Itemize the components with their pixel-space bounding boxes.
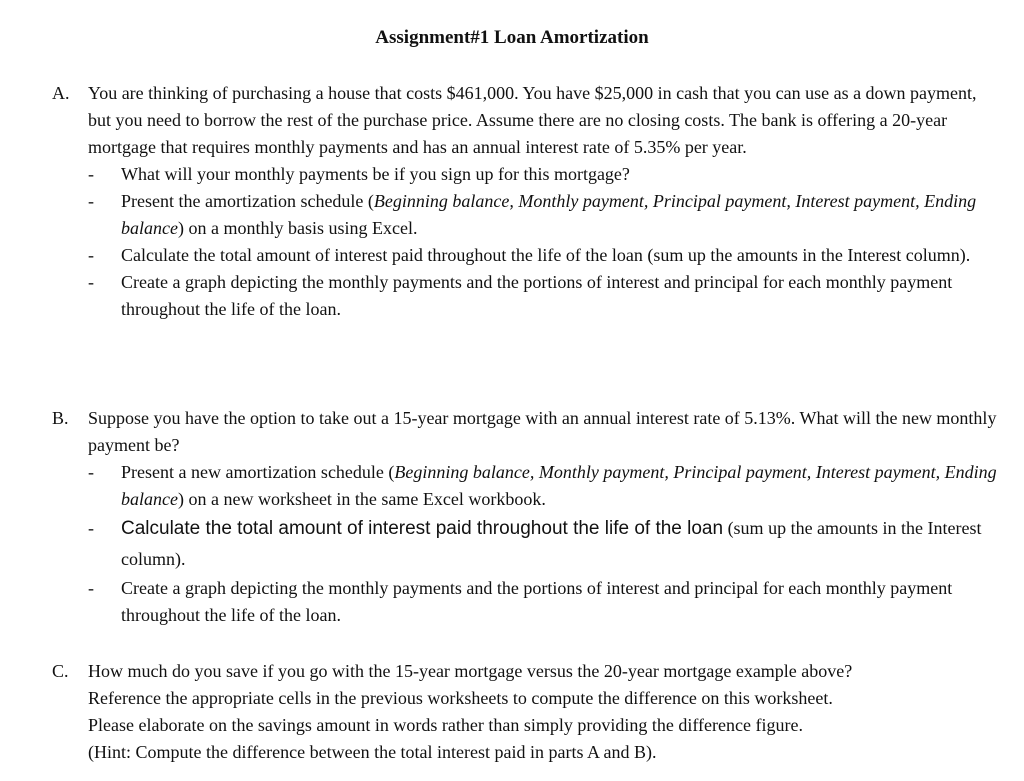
bullet-dash: - — [88, 191, 94, 211]
bullet-dash: - — [88, 518, 94, 538]
question-b-bullets — [52, 459, 1002, 629]
question-b-text: Suppose you have the option to take out a 15-year mortgage with an annual interest rate of 5.13%. What will the new monthly payment be? — [88, 408, 997, 455]
bullet-text — [121, 513, 1002, 575]
section-c — [52, 658, 1002, 766]
bullet-dash: - — [88, 462, 94, 482]
question-a-text: You are thinking of purchasing a house that costs $461,000. You have $25,000 in cash that you can use as a down payment, but you need to borrow the rest of the purchase price. Assume there are no closing costs. The bank is offering a 20-year mortgage that requires monthly payments and has an annual interest rate of 5.35% per year. — [88, 83, 977, 157]
question-a-letter: A. — [52, 83, 70, 103]
list-item — [52, 161, 1002, 188]
bullet-text: Calculate the total amount of interest paid throughout the life of the loan (sum up the amounts in the Interest column). — [121, 245, 971, 265]
question-b-letter: B. — [52, 408, 69, 428]
bullet-text — [121, 459, 1002, 513]
section-a — [52, 80, 1002, 323]
list-item — [52, 188, 1002, 242]
question-c-line: (Hint: Compute the difference between the total interest paid in parts A and B). — [88, 742, 657, 762]
bullet-dash: - — [88, 245, 94, 265]
bullet-text-serif: (sum up the amounts in the Interest column). — [121, 518, 982, 569]
question-c-line: How much do you save if you go with the 15-year mortgage versus the 20-year mortgage example above? — [88, 661, 853, 681]
bullet-dash: - — [88, 164, 94, 184]
bullet-text: What will your monthly payments be if you sign up for this mortgage? — [121, 164, 630, 184]
bullet-dash: - — [88, 578, 94, 598]
question-c-line: Reference the appropriate cells in the previous worksheets to compute the difference on this worksheet. — [88, 688, 833, 708]
question-c — [52, 658, 1002, 766]
question-a — [52, 80, 1002, 161]
bullet-text: Create a graph depicting the monthly payments and the portions of interest and principal for each monthly payment throughout the life of the loan. — [121, 578, 953, 625]
page-title: Assignment#1 Loan Amortization — [375, 27, 649, 48]
bullet-text — [121, 188, 1002, 242]
bullet-text: Create a graph depicting the monthly payments and the portions of interest and principal for each monthly payment throughout the life of the loan. — [121, 272, 953, 319]
list-item — [52, 459, 1002, 513]
bullet-text-italic: Beginning balance, Monthly payment, Principal payment, Interest payment, Ending balance — [121, 191, 977, 238]
bullet-text-pre: Present a new amortization schedule ( — [121, 462, 395, 482]
question-c-letter: C. — [52, 661, 69, 681]
list-item — [52, 269, 1002, 323]
question-c-text — [88, 658, 1002, 766]
bullet-dash: - — [88, 272, 94, 292]
list-item — [52, 575, 1002, 629]
question-c-line: Please elaborate on the savings amount in words rather than simply providing the difference figure. — [88, 715, 803, 735]
bullet-text-post: ) on a monthly basis using Excel. — [177, 218, 418, 238]
bullet-text-post: ) on a new worksheet in the same Excel workbook. — [177, 489, 546, 509]
section-b — [52, 405, 1002, 629]
list-item — [52, 513, 1002, 575]
bullet-text-italic: Beginning balance, Monthly payment, Principal payment, Interest payment, Ending balance — [121, 462, 997, 509]
bullet-text-sans: Calculate the total amount of interest paid throughout the life of the loan — [121, 518, 724, 539]
list-item — [52, 242, 1002, 269]
question-b — [52, 405, 1002, 459]
bullet-text-pre: Present the amortization schedule ( — [121, 191, 374, 211]
question-a-bullets — [52, 161, 1002, 323]
